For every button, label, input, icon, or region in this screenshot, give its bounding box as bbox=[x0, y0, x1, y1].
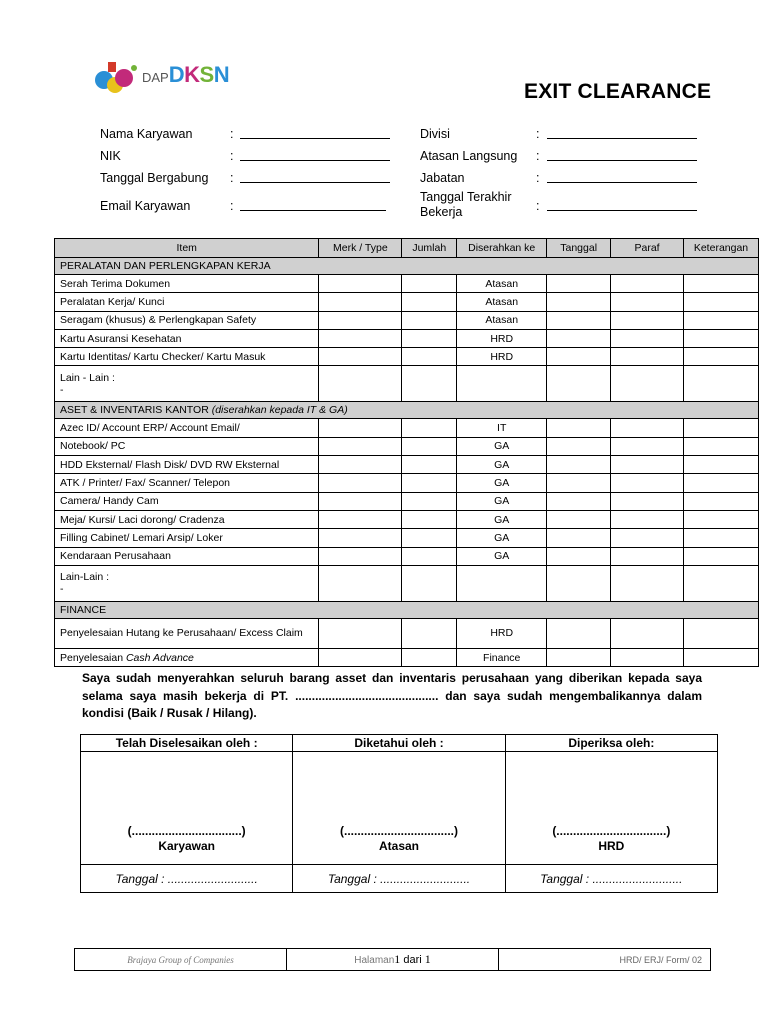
fill-line bbox=[547, 210, 697, 211]
col-header: Item bbox=[55, 239, 319, 258]
signature-date-row[interactable] bbox=[81, 865, 718, 893]
signature-header-row: Telah Diselesaikan oleh : Diketahui oleh : Diperiksa oleh: bbox=[81, 735, 718, 752]
fill-line bbox=[240, 160, 390, 161]
table-row[interactable]: Notebook/ PC GA bbox=[55, 437, 759, 455]
table-row[interactable]: Seragam (khusus) & Perlengkapan Safety Atasan bbox=[55, 311, 759, 329]
table-row-other[interactable]: Lain-Lain : - bbox=[55, 565, 759, 601]
table-row[interactable]: Filling Cabinet/ Lemari Arsip/ Loker GA bbox=[55, 529, 759, 547]
date-field[interactable]: Tanggal : ........................... bbox=[293, 865, 505, 893]
signature-atasan[interactable]: (.................................) Atasan bbox=[293, 752, 505, 865]
field-label: Tanggal Bergabung bbox=[100, 171, 209, 185]
logo-n: N bbox=[213, 62, 230, 87]
logo-s: S bbox=[199, 62, 214, 87]
signature-hrd[interactable]: (.................................) HRD bbox=[505, 752, 717, 865]
signature-karyawan[interactable]: (.................................) Karyawan bbox=[81, 752, 293, 865]
table-row[interactable]: Penyelesaian Cash Advance Finance bbox=[55, 648, 759, 666]
section-header: FINANCE bbox=[55, 601, 759, 618]
field-label: NIK bbox=[100, 149, 121, 163]
table-row[interactable]: Kartu Asuransi Kesehatan HRD bbox=[55, 329, 759, 347]
table-row[interactable]: Peralatan Kerja/ Kunci Atasan bbox=[55, 293, 759, 311]
fill-line bbox=[240, 210, 386, 211]
company-logo bbox=[94, 58, 244, 98]
field-label: Tanggal Terakhir Bekerja bbox=[420, 190, 512, 219]
signature-table bbox=[80, 734, 718, 893]
clearance-table bbox=[54, 238, 759, 667]
logo-dap: DAP bbox=[142, 70, 169, 85]
signature-area-row[interactable] bbox=[81, 752, 718, 865]
footer-form-code: HRD/ ERJ/ Form/ 02 bbox=[499, 949, 711, 971]
logo-k: K bbox=[184, 62, 200, 87]
table-row[interactable]: Camera/ Handy Cam GA bbox=[55, 492, 759, 510]
logo-mark-icon bbox=[94, 58, 140, 98]
footer-company: Brajaya Group of Companies bbox=[75, 949, 287, 971]
table-row[interactable]: Azec ID/ Account ERP/ Account Email/ IT bbox=[55, 419, 759, 437]
table-row[interactable]: Penyelesaian Hutang ke Perusahaan/ Excess Claim HRD bbox=[55, 618, 759, 648]
document-title: EXIT CLEARANCE bbox=[524, 80, 712, 103]
field-label: Jabatan bbox=[420, 171, 465, 185]
table-row[interactable]: Meja/ Kursi/ Laci dorong/ Cradenza GA bbox=[55, 510, 759, 528]
table-row[interactable]: Kartu Identitas/ Kartu Checker/ Kartu Masuk HRD bbox=[55, 348, 759, 366]
fill-line bbox=[547, 182, 697, 183]
field-label: Atasan Langsung bbox=[420, 149, 518, 163]
date-field[interactable]: Tanggal : ........................... bbox=[505, 865, 717, 893]
table-row-other[interactable]: Lain - Lain : - bbox=[55, 366, 759, 402]
col-header: Tanggal bbox=[547, 239, 611, 258]
table-row[interactable]: Kendaraan Perusahaan GA bbox=[55, 547, 759, 565]
field-label: Email Karyawan bbox=[100, 199, 191, 213]
fill-line bbox=[240, 182, 390, 183]
field-label: Nama Karyawan bbox=[100, 127, 193, 141]
fill-line bbox=[547, 138, 697, 139]
col-header: Merk / Type bbox=[319, 239, 402, 258]
page-footer bbox=[74, 948, 711, 971]
table-row[interactable]: HDD Eksternal/ Flash Disk/ DVD RW Eksternal GA bbox=[55, 456, 759, 474]
fill-line bbox=[240, 138, 390, 139]
fill-line bbox=[547, 160, 697, 161]
table-row[interactable]: Serah Terima Dokumen Atasan bbox=[55, 275, 759, 293]
col-header: Jumlah bbox=[402, 239, 457, 258]
section-header: ASET & INVENTARIS KANTOR (diserahkan kepada IT & GA) bbox=[55, 402, 759, 419]
field-label: Divisi bbox=[420, 127, 450, 141]
col-header: Paraf bbox=[611, 239, 684, 258]
col-header: Keterangan bbox=[683, 239, 758, 258]
footer-page-number: Halaman1 dari 1 bbox=[287, 949, 499, 971]
section-header: PERALATAN DAN PERLENGKAPAN KERJA bbox=[55, 258, 759, 275]
date-field[interactable]: Tanggal : ........................... bbox=[81, 865, 293, 893]
table-row[interactable]: ATK / Printer/ Fax/ Scanner/ Telepon GA bbox=[55, 474, 759, 492]
declaration-statement: Saya sudah menyerahkan seluruh barang asset dan inventaris perusahaan yang diberikan kepada saya selama saya masih bekerja di PT. ........................................... dan saya sudah mengembalikannya dalam kondisi (Baik / Rusak / Hilang). bbox=[82, 671, 702, 720]
table-header-row bbox=[55, 239, 759, 258]
col-header: Diserahkan ke bbox=[457, 239, 547, 258]
logo-d: D bbox=[168, 62, 185, 87]
